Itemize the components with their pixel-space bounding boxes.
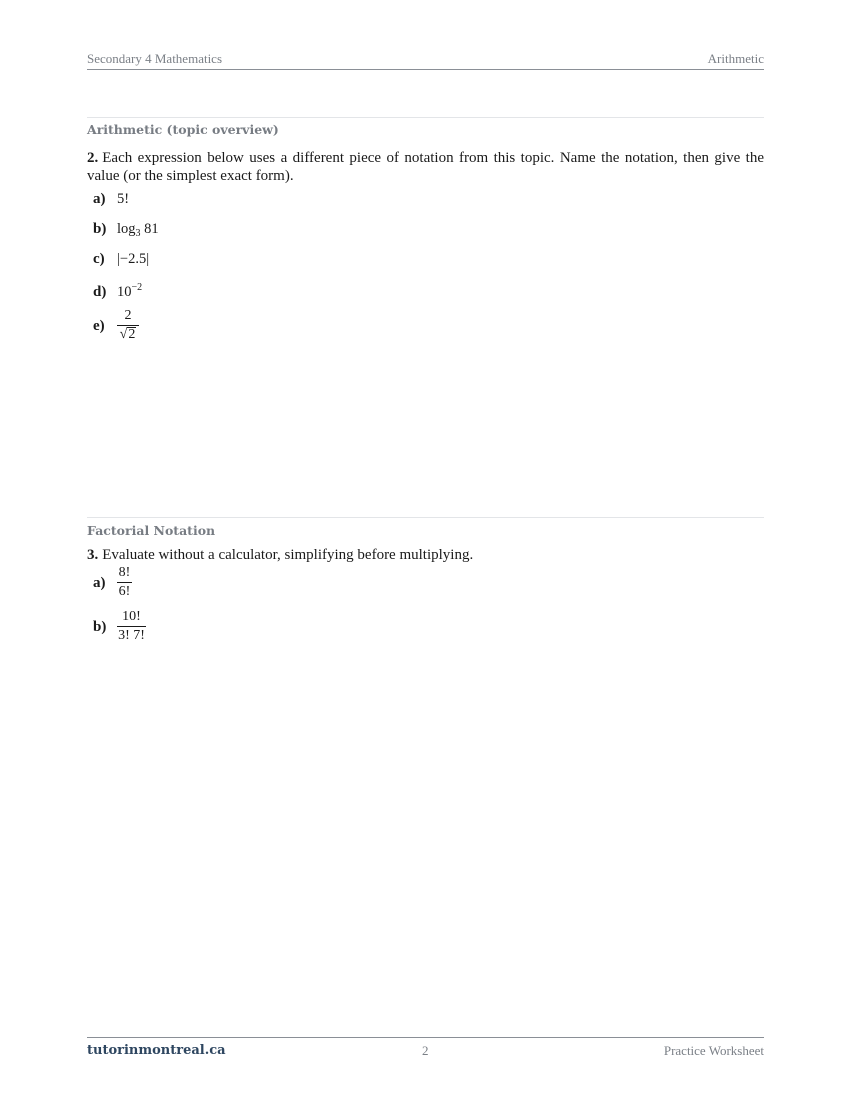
item-label: a)	[93, 575, 106, 591]
question-2-item-c	[93, 251, 149, 268]
log-base-text: log	[117, 221, 136, 237]
fraction-denominator: 6!	[118, 584, 131, 599]
footer-label: Practice Worksheet	[663, 1043, 764, 1058]
question-number: 3.	[87, 547, 99, 563]
question-2-item-d	[93, 282, 142, 301]
question-2-item-a	[93, 191, 129, 208]
item-label: b)	[93, 619, 107, 635]
section-title: Arithmetic (topic overview)	[87, 122, 279, 137]
question-3	[87, 546, 764, 564]
question-3-item-a	[93, 575, 117, 592]
fraction-numerator: 8!	[118, 565, 131, 580]
item-label: c)	[93, 251, 105, 267]
question-text: Each expression below uses a different piece of notation from this topic. Name the notation, then give the value (or the simplest exact form).	[87, 150, 764, 184]
item-label: a)	[93, 191, 106, 207]
question-text: Evaluate without a calculator, simplifying before multiplying.	[102, 547, 474, 563]
item-label: b)	[93, 221, 107, 237]
question-2-item-e	[93, 318, 117, 335]
fraction-denominator	[117, 327, 139, 343]
question-number: 2.	[87, 150, 99, 166]
fraction-expression	[117, 308, 139, 343]
page-header	[87, 51, 764, 70]
fraction-numerator: 2	[124, 308, 132, 323]
item-expression: |−2.5|	[117, 251, 150, 267]
question-2-item-b	[93, 221, 159, 239]
question-3-item-b	[93, 619, 117, 636]
footer-website: tutorinmontreal.ca	[87, 1043, 226, 1058]
fraction-expression	[117, 565, 132, 600]
section-divider	[87, 117, 764, 118]
log-subscript: 3	[135, 228, 141, 239]
question-2	[87, 149, 764, 185]
power-exponent: −2	[131, 282, 143, 293]
power-base: 10	[117, 284, 132, 300]
square-root: √2	[119, 327, 136, 342]
log-argument: 81	[144, 221, 159, 237]
fraction-bar	[117, 582, 132, 583]
fraction-expression	[117, 609, 146, 644]
item-expression	[117, 221, 159, 237]
fraction-bar	[117, 325, 139, 326]
item-label: d)	[93, 284, 107, 300]
item-expression: 5!	[117, 191, 130, 207]
item-expression	[117, 284, 142, 300]
fraction-denominator: 3! 7!	[118, 628, 145, 643]
page-number: 2	[422, 1043, 429, 1058]
fraction-numerator: 10!	[122, 609, 141, 624]
header-topic: Arithmetic	[707, 51, 764, 66]
header-course: Secondary 4 Mathematics	[87, 51, 223, 66]
fraction-bar	[117, 626, 146, 627]
section-divider	[87, 517, 764, 518]
section-title: Factorial Notation	[87, 523, 216, 538]
radicand: 2	[128, 327, 136, 342]
item-label: e)	[93, 318, 105, 334]
page-footer	[87, 1037, 764, 1058]
